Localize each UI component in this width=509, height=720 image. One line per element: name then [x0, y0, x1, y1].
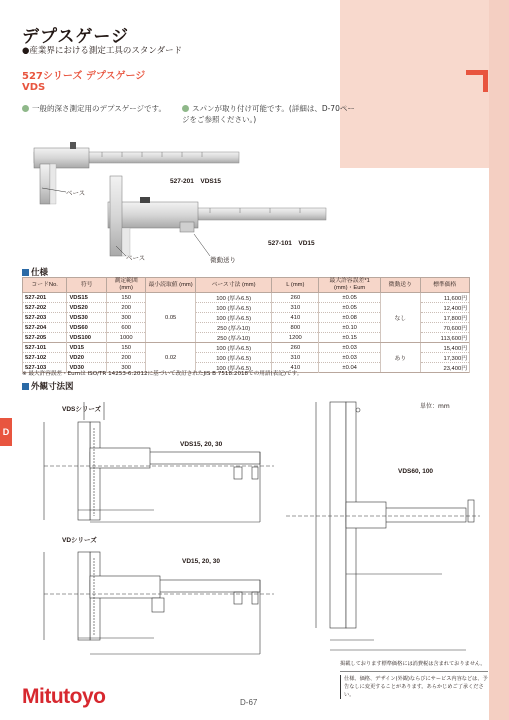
length-cell: 1200: [272, 333, 319, 343]
model-label-vds: VDS15, 20, 30: [180, 441, 223, 448]
column-header: 最小読取値 (mm): [146, 278, 195, 293]
price-notice: [340, 660, 488, 699]
callout-line: [114, 244, 128, 258]
column-header: 最大許容誤差*1 (mm)・Eum: [319, 278, 381, 293]
series-label-vds: VDSシリーズ: [62, 406, 102, 413]
series-code: VDS: [22, 82, 46, 93]
dimension-drawing: [34, 392, 482, 660]
table-row: [23, 293, 470, 303]
base-cell: 250 (厚み10): [195, 333, 272, 343]
callout-line: [40, 186, 68, 194]
square-icon: [22, 383, 29, 390]
model-cell: VD15: [67, 343, 107, 353]
price-cell: 15,400円: [420, 343, 469, 353]
fine-feed-cell: なし: [381, 293, 421, 343]
price-cell: 11,600円: [420, 293, 469, 303]
page-number: D-67: [240, 698, 258, 707]
feature-text: スパンが取り付け可能です。(詳細は、D-70ページをご参照ください。): [182, 104, 355, 124]
base-cell: 100 (厚み6.5): [195, 293, 272, 303]
range-cell: 200: [106, 353, 146, 363]
series-title: 527シリーズ デプスゲージ: [22, 71, 146, 82]
error-cell: ±0.03: [319, 353, 381, 363]
range-cell: 150: [106, 343, 146, 353]
photo-caption: 527-101 VD15: [268, 240, 315, 247]
length-cell: 260: [272, 293, 319, 303]
model-label-vd: VD15, 20, 30: [182, 558, 220, 565]
code-cell: 527-203: [23, 313, 67, 323]
range-cell: 1000: [106, 333, 146, 343]
base-cell: 100 (厚み6.5): [195, 313, 272, 323]
feature-2: [182, 103, 357, 125]
notice-change: 仕様、価格、デザイン(外観)ならびにサービス内容などは、予告なしに変更することがあります。あらかじめご了承ください。: [340, 675, 488, 699]
column-header: ベース寸法 (mm): [195, 278, 272, 293]
model-cell: VDS20: [67, 303, 107, 313]
range-cell: 300: [106, 313, 146, 323]
error-cell: ±0.10: [319, 323, 381, 333]
length-cell: 310: [272, 303, 319, 313]
model-label-vds60: VDS60, 100: [398, 468, 434, 475]
base-cell: 100 (厚み6.5): [195, 353, 272, 363]
photo-caption: 527-201 VDS15: [170, 178, 221, 185]
page-title: デプスゲージ: [22, 27, 129, 47]
callout-base: ベース: [66, 189, 86, 197]
feature-1: [22, 103, 182, 114]
bullet-icon: [182, 105, 189, 112]
price-cell: 17,300円: [420, 353, 469, 363]
price-cell: 23,400円: [420, 363, 469, 373]
length-cell: 410: [272, 363, 319, 373]
range-cell: 200: [106, 303, 146, 313]
column-header: 標準価格: [420, 278, 469, 293]
length-cell: 310: [272, 353, 319, 363]
price-cell: 17,800円: [420, 313, 469, 323]
base-cell: 250 (厚み10): [195, 323, 272, 333]
error-cell: ±0.04: [319, 363, 381, 373]
code-cell: 527-102: [23, 353, 67, 363]
feature-text: 一般的深さ測定用のデプスゲージです。: [32, 104, 166, 113]
base-cell: 100 (厚み6.5): [195, 303, 272, 313]
range-cell: 300: [106, 363, 146, 373]
model-cell: VDS15: [67, 293, 107, 303]
table-header-row: [23, 278, 470, 293]
series-label-vd: VDシリーズ: [62, 537, 97, 544]
fine-feed-cell: あり: [381, 343, 421, 373]
column-header: 符号: [67, 278, 107, 293]
spec-footnote: ※ 最大許容誤差・Eumは ISO/TR 14253-6:2012に基づいて改訂されたJIS B 7518:2018での用語(表記)です。: [22, 371, 303, 377]
drawing-vd: [44, 552, 274, 654]
code-cell: 527-202: [23, 303, 67, 313]
column-header: 測定範囲 (mm): [106, 278, 146, 293]
code-cell: 527-205: [23, 333, 67, 343]
range-cell: 600: [106, 323, 146, 333]
model-cell: VDS60: [67, 323, 107, 333]
table-row: [23, 343, 470, 353]
square-icon: [22, 269, 29, 276]
model-cell: VDS100: [67, 333, 107, 343]
error-cell: ±0.05: [319, 293, 381, 303]
price-cell: 70,600円: [420, 323, 469, 333]
drawing-heading: 外観寸法図: [22, 380, 74, 392]
error-cell: ±0.03: [319, 343, 381, 353]
error-cell: ±0.05: [319, 303, 381, 313]
bullet-icon: [22, 105, 29, 112]
spec-table: [22, 277, 470, 373]
resolution-cell: 0.02: [146, 343, 195, 373]
section-tab[interactable]: D: [0, 418, 12, 446]
length-cell: 410: [272, 313, 319, 323]
price-cell: 113,600円: [420, 333, 469, 343]
drawing-vds: [44, 402, 274, 522]
callout-base: ベース: [126, 254, 146, 262]
notice-tax: 掲載しております標準価格には消費税は含まれておりません。: [340, 660, 488, 672]
unit-label: 単位：mm: [420, 403, 450, 410]
length-cell: 260: [272, 343, 319, 353]
corner-mark: [466, 70, 488, 92]
resolution-cell: 0.05: [146, 293, 195, 343]
page-subtitle: ●産業界における測定工具のスタンダード: [22, 46, 183, 56]
base-cell: 100 (厚み6.5): [195, 363, 272, 373]
code-cell: 527-101: [23, 343, 67, 353]
column-header: 微動送り: [381, 278, 421, 293]
brand-logo: Mitutoyo: [22, 685, 106, 708]
length-cell: 800: [272, 323, 319, 333]
model-cell: VD20: [67, 353, 107, 363]
code-cell: 527-201: [23, 293, 67, 303]
column-header: コードNo.: [23, 278, 67, 293]
page-sidebar: [489, 0, 509, 720]
price-cell: 12,400円: [420, 303, 469, 313]
model-cell: VD30: [67, 363, 107, 373]
code-cell: 527-103: [23, 363, 67, 373]
callout-line: [190, 232, 212, 258]
callout-fine-feed: 微動送り: [210, 256, 236, 264]
base-cell: 100 (厚み6.5): [195, 343, 272, 353]
error-cell: ±0.15: [319, 333, 381, 343]
drawing-vds60: [286, 402, 480, 650]
range-cell: 150: [106, 293, 146, 303]
spec-heading: 仕様: [22, 266, 48, 278]
code-cell: 527-204: [23, 323, 67, 333]
column-header: L (mm): [272, 278, 319, 293]
error-cell: ±0.08: [319, 313, 381, 323]
model-cell: VDS30: [67, 313, 107, 323]
